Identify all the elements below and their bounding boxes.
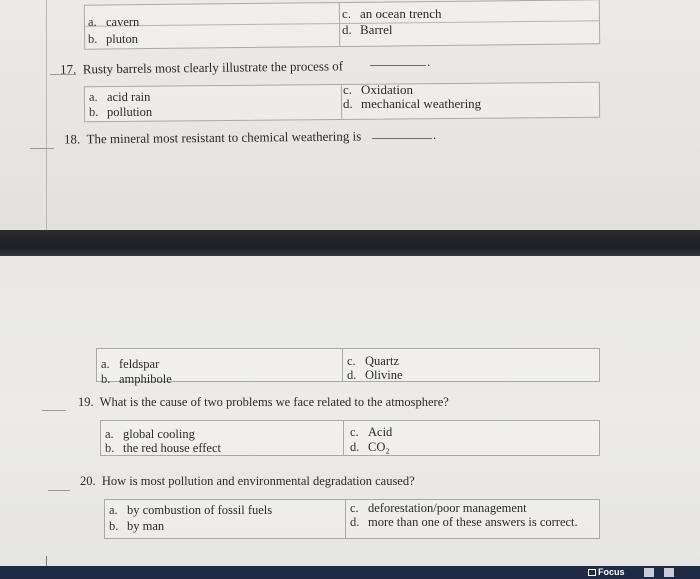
- q18-option-a: a. feldspar: [101, 357, 160, 371]
- q18-period: .: [433, 127, 437, 142]
- q17-options-table: [84, 82, 600, 123]
- q17-question: 17. Rusty barrels most clearly illustrate the process of: [59, 58, 344, 77]
- q19-option-c: c. Acid: [350, 425, 393, 439]
- taskbar-app-icon[interactable]: [644, 568, 654, 577]
- q20-question: 20. How is most pollution and environmental degradation caused?: [80, 474, 415, 488]
- q16-option-a: a. cavern: [88, 15, 140, 29]
- focus-icon: [588, 569, 596, 576]
- focus-button[interactable]: Focus: [588, 567, 625, 578]
- q17-option-b: b. pollution: [89, 105, 153, 119]
- q19-option-d: d. CO₂: [350, 440, 390, 454]
- q19-answer-margin-line: [42, 410, 66, 411]
- q20-option-a: a. by combustion of fossil fuels: [109, 503, 273, 517]
- taskbar-window-icon[interactable]: [664, 568, 674, 577]
- top-page-photo: [0, 0, 700, 232]
- q18-option-c: c. Quartz: [347, 354, 400, 368]
- q16-option-d: d. Barrel: [342, 22, 393, 37]
- q18-option-d: d. Olivine: [347, 368, 403, 382]
- photo-divider: [0, 230, 700, 258]
- q19-option-a: a. global cooling: [105, 427, 195, 441]
- q20-option-b: b. by man: [109, 519, 165, 533]
- q19-question: 19. What is the cause of two problems we face related to the atmosphere?: [78, 395, 449, 409]
- q17-option-d: d. mechanical weathering: [343, 96, 482, 111]
- q18-answer-margin-line: [30, 148, 54, 149]
- q18-option-b: b. amphibole: [101, 372, 172, 386]
- q17-answer-blank: [370, 65, 426, 66]
- q17-period: .: [427, 54, 431, 69]
- q18-question: 18. The mineral most resistant to chemical weathering is: [63, 128, 362, 147]
- q16-option-c: c. an ocean trench: [342, 6, 442, 21]
- q17-option-c: c. Oxidation: [343, 82, 413, 97]
- q20-option-c: c. deforestation/poor management: [350, 501, 527, 515]
- q18-answer-blank: [372, 138, 432, 139]
- taskbar: [0, 566, 700, 579]
- page-margin-rule: [46, 0, 47, 232]
- q19-option-b: b. the red house effect: [105, 441, 221, 455]
- q17-option-a: a. acid rain: [89, 90, 151, 104]
- bottom-page-photo: [0, 256, 700, 567]
- q20-answer-margin-line: [48, 490, 70, 491]
- q20-option-d: d. more than one of these answers is correct.: [350, 515, 578, 529]
- q16-option-b: b. pluton: [88, 32, 138, 46]
